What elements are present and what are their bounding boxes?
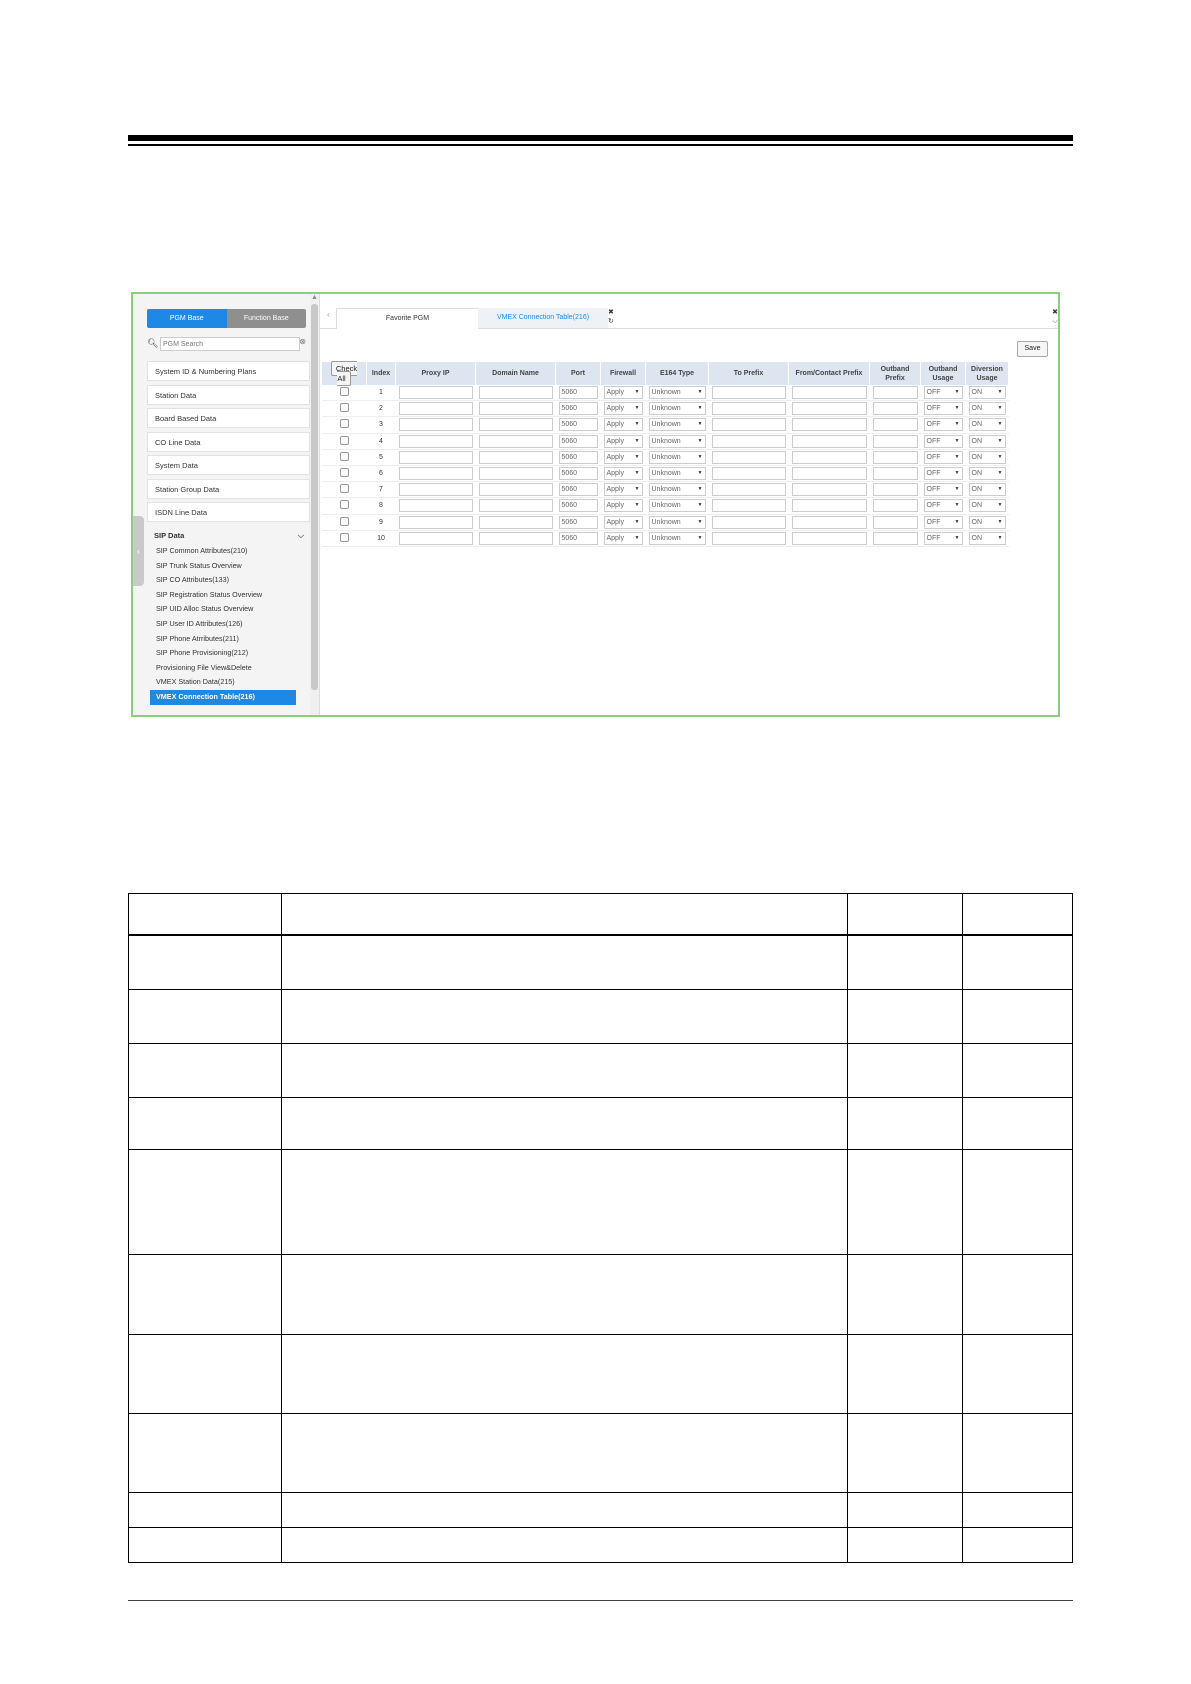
col-outband-prefix: Outband Prefix (870, 362, 921, 385)
vmex-connection-grid (322, 362, 1009, 547)
menu-item-sip-data-label: SIP Data (154, 530, 185, 540)
domain-name-input[interactable] (479, 467, 553, 480)
close-tab-icon[interactable]: ✖ (608, 309, 614, 316)
col-port: Port (556, 362, 601, 385)
firewall-select[interactable]: Apply ▼ (604, 532, 643, 545)
from-contact-prefix-input[interactable] (792, 386, 867, 399)
sub-item-sip-phone-provisioning[interactable]: SIP Phone Provisioning(212) (156, 648, 249, 658)
firewall-select[interactable]: Apply ▼ (604, 386, 643, 399)
domain-name-input[interactable] (479, 483, 553, 496)
outband-usage-select[interactable]: OFF ▼ (924, 402, 963, 415)
outband-prefix-input[interactable] (873, 402, 918, 415)
domain-name-input[interactable] (479, 418, 553, 431)
menu-item-system-data[interactable]: System Data (147, 455, 310, 475)
pgm-search-input[interactable] (160, 337, 300, 351)
table-row (322, 449, 1009, 465)
menu-item-isdn-line-data[interactable]: ISDN Line Data (147, 502, 310, 522)
firewall-select[interactable]: Apply ▼ (604, 467, 643, 480)
outband-prefix-input[interactable] (873, 516, 918, 529)
table-row (129, 990, 1073, 1044)
sub-item-provisioning-file[interactable]: Provisioning File View&Delete (156, 662, 252, 672)
tab-controls (608, 308, 614, 326)
sub-item-sip-phone-attributes[interactable]: SIP Phone Atrributes(211) (156, 633, 239, 643)
pgm-search (147, 337, 306, 351)
proxy-ip-input[interactable] (399, 435, 473, 448)
tab-list-chevron-icon[interactable]: ⌵ (1052, 318, 1058, 325)
footer-rule (128, 1600, 1073, 1601)
refresh-icon[interactable]: ↻ (608, 318, 614, 325)
chevron-down-icon: ⌵ (297, 530, 304, 540)
outband-prefix-input[interactable] (873, 418, 918, 431)
tab-scroll-left-icon[interactable]: ‹ (327, 310, 330, 319)
e164-type-select[interactable]: Unknown ▼ (649, 402, 706, 415)
table-row (129, 1493, 1073, 1528)
domain-name-input[interactable] (479, 499, 553, 512)
col-from-contact-prefix: From/Contact Prefix (789, 362, 870, 385)
tabbar-controls (1052, 308, 1058, 326)
description-table (128, 893, 1073, 1563)
port-input[interactable]: 5060 (559, 499, 598, 512)
firewall-select[interactable]: Apply ▼ (604, 435, 643, 448)
search-icon: 🔍︎ (147, 338, 159, 348)
table-row (129, 1528, 1073, 1563)
e164-type-select[interactable]: Unknown ▼ (649, 467, 706, 480)
table-row (129, 1098, 1073, 1150)
sub-item-sip-trunk-status[interactable]: SIP Trunk Status Overview (156, 560, 242, 570)
tab-vmex-connection[interactable]: VMEX Connection Table(216) (478, 308, 608, 328)
domain-name-input[interactable] (479, 435, 553, 448)
diversion-usage-select[interactable]: ON ▼ (969, 402, 1006, 415)
domain-name-input[interactable] (479, 451, 553, 464)
header-rule-thick (128, 135, 1073, 141)
to-prefix-input[interactable] (712, 451, 786, 464)
e164-type-select[interactable]: Unknown ▼ (649, 499, 706, 512)
menu-item-station-group-data[interactable]: Station Group Data (147, 479, 310, 499)
row-index: 4 (367, 433, 396, 449)
e164-type-select[interactable]: Unknown ▼ (649, 532, 706, 545)
domain-name-input[interactable] (479, 532, 553, 545)
from-contact-prefix-input[interactable] (792, 418, 867, 431)
firewall-select[interactable]: Apply ▼ (604, 418, 643, 431)
col-to-prefix: To Prefix (709, 362, 789, 385)
outband-prefix-input[interactable] (873, 451, 918, 464)
outband-usage-select[interactable]: OFF ▼ (924, 386, 963, 399)
e164-type-select[interactable]: Unknown ▼ (649, 386, 706, 399)
sidebar (133, 294, 311, 715)
menu-item-system-id[interactable]: System ID & Numbering Plans (147, 361, 310, 381)
to-prefix-input[interactable] (712, 386, 786, 399)
proxy-ip-input[interactable] (399, 516, 473, 529)
menu-item-co-line-data[interactable]: CO Line Data (147, 432, 310, 452)
sub-item-sip-common[interactable]: SIP Common Attributes(210) (156, 546, 248, 555)
collapse-sidebar-handle[interactable]: ‹ (133, 516, 144, 586)
row-checkbox[interactable] (340, 436, 349, 445)
table-row (322, 498, 1009, 514)
table-row (322, 465, 1009, 481)
port-input[interactable]: 5060 (559, 402, 598, 415)
port-input[interactable]: 5060 (559, 516, 598, 529)
outband-prefix-input[interactable] (873, 532, 918, 545)
row-index: 8 (367, 498, 396, 514)
scroll-up-icon[interactable]: ▲ (311, 294, 318, 301)
outband-usage-select[interactable]: OFF ▼ (924, 499, 963, 512)
table-row (129, 1255, 1073, 1335)
row-index: 2 (367, 401, 396, 417)
port-input[interactable]: 5060 (559, 483, 598, 496)
from-contact-prefix-input[interactable] (792, 402, 867, 415)
diversion-usage-select[interactable]: ON ▼ (969, 418, 1006, 431)
outband-usage-select[interactable]: OFF ▼ (924, 418, 963, 431)
table-row (129, 1044, 1073, 1098)
diversion-usage-select[interactable]: ON ▼ (969, 532, 1006, 545)
from-contact-prefix-input[interactable] (792, 499, 867, 512)
row-checkbox[interactable] (340, 452, 349, 461)
col-firewall: Firewall (601, 362, 646, 385)
port-input[interactable]: 5060 (559, 435, 598, 448)
e164-type-select[interactable]: Unknown ▼ (649, 435, 706, 448)
from-contact-prefix-input[interactable] (792, 451, 867, 464)
domain-name-input[interactable] (479, 402, 553, 415)
col-outband-usage: Outband Usage (921, 362, 966, 385)
table-row (322, 385, 1009, 401)
e164-type-select[interactable]: Unknown ▼ (649, 418, 706, 431)
diversion-usage-select[interactable]: ON ▼ (969, 467, 1006, 480)
to-prefix-input[interactable] (712, 483, 786, 496)
proxy-ip-input[interactable] (399, 467, 473, 480)
outband-usage-select[interactable]: OFF ▼ (924, 532, 963, 545)
diversion-usage-select[interactable]: ON ▼ (969, 435, 1006, 448)
screenshot-frame (131, 292, 1060, 717)
from-contact-prefix-input[interactable] (792, 532, 867, 545)
domain-name-input[interactable] (479, 516, 553, 529)
proxy-ip-input[interactable] (399, 418, 473, 431)
col-domain-name: Domain Name (476, 362, 556, 385)
sub-item-vmex-connection[interactable]: VMEX Connection Table(216) (150, 690, 296, 705)
table-row (322, 530, 1009, 546)
row-index: 10 (367, 530, 396, 546)
tab-favorite-pgm[interactable]: Favorite PGM (336, 308, 479, 329)
e164-type-select[interactable]: Unknown ▼ (649, 516, 706, 529)
port-input[interactable]: 5060 (559, 532, 598, 545)
sidebar-menu (147, 361, 310, 549)
diversion-usage-select[interactable]: ON ▼ (969, 386, 1006, 399)
outband-prefix-input[interactable] (873, 435, 918, 448)
row-checkbox[interactable] (340, 387, 349, 396)
outband-usage-select[interactable]: OFF ▼ (924, 435, 963, 448)
row-checkbox[interactable] (340, 468, 349, 477)
table-row (322, 482, 1009, 498)
row-checkbox[interactable] (340, 533, 349, 542)
outband-prefix-input[interactable] (873, 386, 918, 399)
menu-item-board-based-data[interactable]: Board Based Data (147, 408, 310, 428)
proxy-ip-input[interactable] (399, 483, 473, 496)
outband-usage-select[interactable]: OFF ▼ (924, 451, 963, 464)
close-all-icon[interactable]: ✖ (1052, 309, 1058, 316)
from-contact-prefix-input[interactable] (792, 483, 867, 496)
clear-search-icon[interactable]: ⊗ (299, 337, 306, 346)
header-rule-thin (128, 144, 1073, 146)
row-checkbox[interactable] (340, 403, 349, 412)
firewall-select[interactable]: Apply ▼ (604, 516, 643, 529)
proxy-ip-input[interactable] (399, 402, 473, 415)
firewall-select[interactable]: Apply ▼ (604, 451, 643, 464)
base-toggle (147, 309, 306, 328)
e164-type-select[interactable]: Unknown ▼ (649, 451, 706, 464)
save-button[interactable]: Save (1017, 341, 1048, 357)
scrollbar-thumb[interactable] (311, 304, 318, 690)
from-contact-prefix-input[interactable] (792, 467, 867, 480)
check-all-button[interactable]: Check All (331, 361, 357, 386)
proxy-ip-input[interactable] (399, 386, 473, 399)
check-all-header (322, 362, 367, 385)
port-input[interactable]: 5060 (559, 451, 598, 464)
to-prefix-input[interactable] (712, 467, 786, 480)
row-index: 5 (367, 449, 396, 465)
e164-type-select[interactable]: Unknown ▼ (649, 483, 706, 496)
table-row (129, 1414, 1073, 1493)
table-row (322, 433, 1009, 449)
row-checkbox[interactable] (340, 500, 349, 509)
row-index: 6 (367, 465, 396, 481)
firewall-select[interactable]: Apply ▼ (604, 402, 643, 415)
table-row (322, 417, 1009, 433)
outband-usage-select[interactable]: OFF ▼ (924, 516, 963, 529)
menu-item-sip-data[interactable] (147, 526, 310, 546)
to-prefix-input[interactable] (712, 402, 786, 415)
function-base-button[interactable]: Function Base (227, 309, 307, 328)
to-prefix-input[interactable] (712, 435, 786, 448)
from-contact-prefix-input[interactable] (792, 435, 867, 448)
from-contact-prefix-input[interactable] (792, 516, 867, 529)
port-input[interactable]: 5060 (559, 418, 598, 431)
row-index: 9 (367, 514, 396, 530)
firewall-select[interactable]: Apply ▼ (604, 499, 643, 512)
outband-usage-select[interactable]: OFF ▼ (924, 467, 963, 480)
table-row (129, 1150, 1073, 1255)
port-input[interactable]: 5060 (559, 467, 598, 480)
table-row (322, 514, 1009, 530)
outband-prefix-input[interactable] (873, 483, 918, 496)
row-checkbox[interactable] (340, 419, 349, 428)
proxy-ip-input[interactable] (399, 532, 473, 545)
diversion-usage-select[interactable]: ON ▼ (969, 451, 1006, 464)
sub-item-sip-co[interactable]: SIP CO Attributes(133) (156, 575, 229, 585)
col-e164-type: E164 Type (646, 362, 709, 385)
outband-usage-select[interactable]: OFF ▼ (924, 483, 963, 496)
firewall-select[interactable]: Apply ▼ (604, 483, 643, 496)
sip-submenu (153, 544, 313, 705)
diversion-usage-select[interactable]: ON ▼ (969, 483, 1006, 496)
table-header-row (129, 894, 1073, 936)
pgm-base-button[interactable]: PGM Base (147, 309, 227, 328)
to-prefix-input[interactable] (712, 516, 786, 529)
col-diversion-usage: Diversion Usage (966, 362, 1009, 385)
to-prefix-input[interactable] (712, 532, 786, 545)
diversion-usage-select[interactable]: ON ▼ (969, 499, 1006, 512)
outband-prefix-input[interactable] (873, 467, 918, 480)
row-checkbox[interactable] (340, 517, 349, 526)
table-row (322, 401, 1009, 417)
row-index: 7 (367, 482, 396, 498)
col-proxy-ip: Proxy IP (396, 362, 476, 385)
row-checkbox[interactable] (340, 484, 349, 493)
diversion-usage-select[interactable]: ON ▼ (969, 516, 1006, 529)
proxy-ip-input[interactable] (399, 499, 473, 512)
port-input[interactable]: 5060 (559, 386, 598, 399)
col-index: Index (367, 362, 396, 385)
sub-item-sip-user-id[interactable]: SIP User ID Attributes(126) (156, 618, 243, 628)
proxy-ip-input[interactable] (399, 451, 473, 464)
outband-prefix-input[interactable] (873, 499, 918, 512)
main-panel (320, 294, 1060, 715)
row-index: 3 (367, 417, 396, 433)
grid-header-row (322, 362, 1009, 385)
menu-item-station-data[interactable]: Station Data (147, 385, 310, 405)
sub-item-sip-uid[interactable]: SIP UID Alloc Status Overview (156, 604, 254, 614)
to-prefix-input[interactable] (712, 499, 786, 512)
tab-bar (320, 304, 1060, 329)
sidebar-scrollbar[interactable] (310, 294, 320, 715)
table-row (129, 935, 1073, 990)
row-index: 1 (367, 385, 396, 401)
to-prefix-input[interactable] (712, 418, 786, 431)
domain-name-input[interactable] (479, 386, 553, 399)
sub-item-sip-registration[interactable]: SIP Registration Status Overview (156, 589, 263, 599)
table-row (129, 1335, 1073, 1414)
sub-item-vmex-station[interactable]: VMEX Station Data(215) (156, 677, 235, 687)
